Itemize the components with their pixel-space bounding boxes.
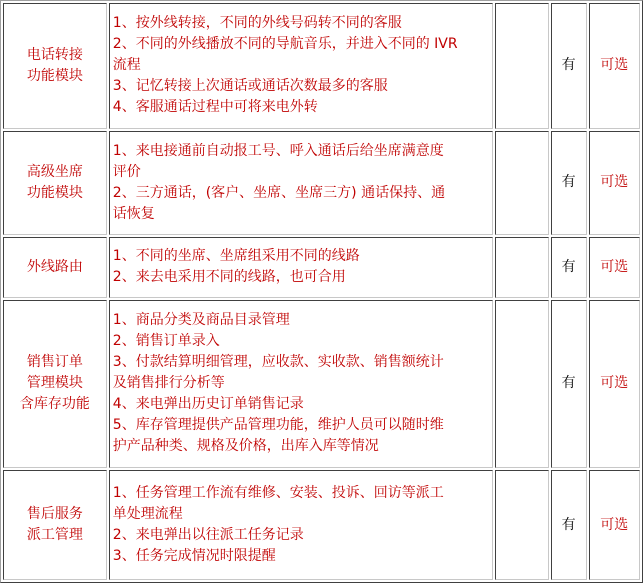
description-line: 3、记忆转接上次通话或通话次数最多的客服 <box>112 78 388 95</box>
description-line: 评价 <box>112 163 141 180</box>
table-body <box>3 3 640 580</box>
description-line: 1、来电接通前自动报工号、呼入通话后给坐席满意度 <box>112 142 444 159</box>
module-name-line: 管理模块 <box>26 375 83 392</box>
option-cell: 可选 <box>589 470 640 580</box>
description-line: 5、库存管理提供产品管理功能，维护人员可以随时维 <box>112 417 444 434</box>
module-name-cell <box>3 237 107 298</box>
module-description-cell <box>109 237 493 298</box>
option-cell: 可选 <box>589 300 640 469</box>
description-line: 2、销售订单录入 <box>112 333 220 350</box>
description-line: 3、付款结算明细管理，应收款、实收款、销售额统计 <box>112 354 444 371</box>
empty-cell <box>495 237 548 298</box>
availability-cell: 有 <box>551 3 587 129</box>
module-name-line: 派工管理 <box>26 527 83 544</box>
module-name-line: 销售订单 <box>26 354 83 371</box>
table-row <box>3 470 640 580</box>
description-line: 话恢复 <box>112 205 155 222</box>
description-line: 2、来电弹出以往派工任务记录 <box>112 527 304 544</box>
module-name-line: 功能模块 <box>26 67 83 84</box>
module-name-cell <box>3 470 107 580</box>
description-line: 4、来电弹出历史订单销售记录 <box>112 396 304 413</box>
module-description-cell <box>109 470 493 580</box>
availability-cell: 有 <box>551 470 587 580</box>
module-description-cell <box>109 300 493 469</box>
description-line: 2、不同的外线播放不同的导航音乐，并进入不同的 IVR <box>112 36 458 53</box>
description-line: 单处理流程 <box>112 506 183 523</box>
description-line: 3、任务完成情况时限提醒 <box>112 548 276 565</box>
module-name-line: 外线路由 <box>26 258 83 275</box>
module-name-cell <box>3 3 107 129</box>
module-name-cell <box>3 131 107 235</box>
table-row <box>3 3 640 129</box>
module-name-line: 含库存功能 <box>19 396 90 413</box>
empty-cell <box>495 470 548 580</box>
module-name-cell <box>3 300 107 469</box>
description-line: 护产品种类、规格及价格，出库入库等情况 <box>112 438 379 455</box>
option-cell: 可选 <box>589 3 640 129</box>
table-row <box>3 300 640 469</box>
option-cell: 可选 <box>589 237 640 298</box>
table-row <box>3 237 640 298</box>
description-line: 4、客服通话过程中可将来电外转 <box>112 99 318 116</box>
table-row <box>3 131 640 235</box>
description-line: 1、按外线转接，不同的外线号码转不同的客服 <box>112 15 402 32</box>
description-line: 1、商品分类及商品目录管理 <box>112 312 290 329</box>
module-name-line: 电话转接 <box>26 46 83 63</box>
module-name-line: 功能模块 <box>26 184 83 201</box>
module-name-line: 售后服务 <box>26 506 83 523</box>
module-description-cell <box>109 131 493 235</box>
description-line: 1、不同的坐席、坐席组采用不同的线路 <box>112 248 360 265</box>
empty-cell <box>495 131 548 235</box>
description-line: 流程 <box>112 57 141 74</box>
option-cell: 可选 <box>589 131 640 235</box>
description-line: 及销售排行分析等 <box>112 375 225 392</box>
availability-cell: 有 <box>551 131 587 235</box>
module-name-line: 高级坐席 <box>26 163 83 180</box>
availability-cell: 有 <box>551 237 587 298</box>
description-line: 2、三方通话，(客户、坐席、坐席三方) 通话保持、通 <box>112 184 446 201</box>
description-line: 2、来去电采用不同的线路，也可合用 <box>112 269 346 286</box>
description-line: 1、任务管理工作流有维修、安装、投诉、回访等派工 <box>112 485 444 502</box>
availability-cell: 有 <box>551 300 587 469</box>
module-description-cell <box>109 3 493 129</box>
empty-cell <box>495 300 548 469</box>
empty-cell <box>495 3 548 129</box>
